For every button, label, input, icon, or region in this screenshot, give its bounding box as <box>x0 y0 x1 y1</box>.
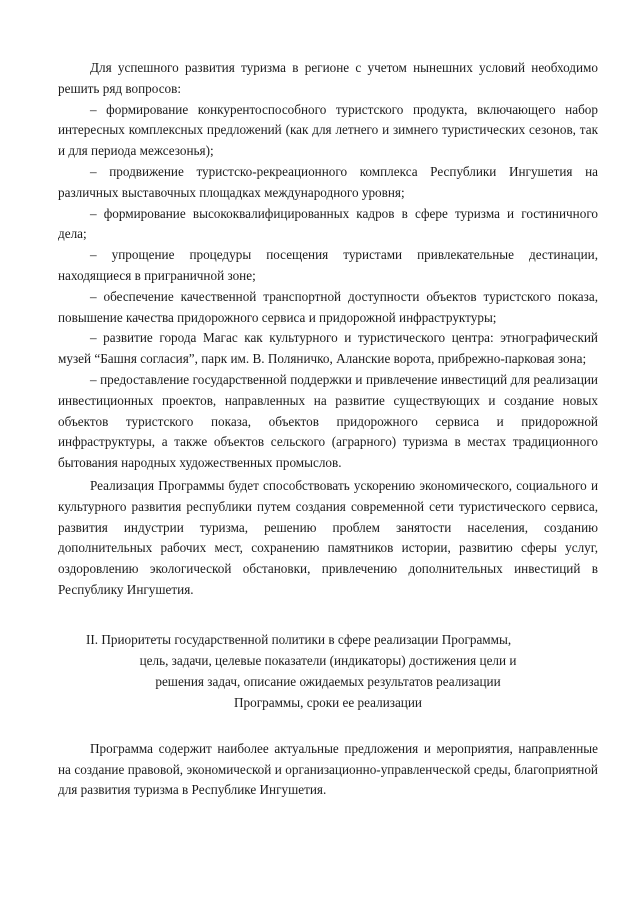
section-heading-line: Программы, сроки ее реализации <box>234 694 422 710</box>
task-item: – продвижение туристско-рекреационного комплекса Республики Ингушетия на различных выставочных площадках международного уровня; <box>58 163 598 200</box>
task-item: – формирование высококвалифицированных кадров в сфере туризма и гостиничного дела; <box>58 205 598 242</box>
section-heading-line: решения задач, описание ожидаемых результатов реализации <box>155 673 501 689</box>
task-item: – обеспечение качественной транспортной доступности объектов туристского показа, повышение качества придорожного сервиса и придорожной инфраструктуры; <box>58 288 598 325</box>
document-page <box>58 58 598 801</box>
task-item: – предоставление государственной поддержки и привлечение инвестиций для реализации инвестиционных проектов, направленных на развитие существующих и создание новых объектов туристского показа, объектов придорожного сервиса и придорожной инфраструктуры, а также объектов сельского (аграрного) туризма в местах традиционного бытования народных художественных промыслов. <box>58 371 598 471</box>
task-item: – формирование конкурентоспособного туристского продукта, включающего набор интересных комплексных предложений (как для летнего и зимнего туристических сезонов, так и для периода межсезонья); <box>58 101 598 159</box>
task-item: – упрощение процедуры посещения туристами привлекательные дестинации, находящиеся в приграничной зоне; <box>58 247 598 283</box>
task-item: – развитие города Магас как культурного и туристического центра: этнографический музей “Башня согласия”, парк им. В. Поляничко, Аланские ворота, прибрежно-парковая зона; <box>58 330 598 367</box>
section-heading-line: II. Приоритеты государственной политики в сфере реализации Программы, <box>86 631 512 647</box>
implementation-paragraph: Реализация Программы будет способствовать ускорению экономического, социального и культурного развития республики путем создания современной сети туристического сервиса, развития индустрии туризма, решению проблем занятости населения, созданию дополнительных рабочих мест, сохранению памятников истории, развитию сферы услуг, оздоровлению экологической обстановки, привлечению дополнительных инвестиций в Республику Ингушетия. <box>58 477 598 597</box>
section-heading <box>58 629 598 713</box>
program-paragraph: Программа содержит наиболее актуальные предложения и мероприятия, направленные на создание правовой, экономической и организационно-управленческой среды, благоприятной для развития туризма в Республике Ингушетия. <box>58 740 598 798</box>
section-heading-line: цель, задачи, целевые показатели (индикаторы) достижения цели и <box>139 652 517 668</box>
intro-paragraph: Для успешного развития туризма в регионе с учетом нынешних условий необходимо решить ряд вопросов: <box>58 60 598 96</box>
